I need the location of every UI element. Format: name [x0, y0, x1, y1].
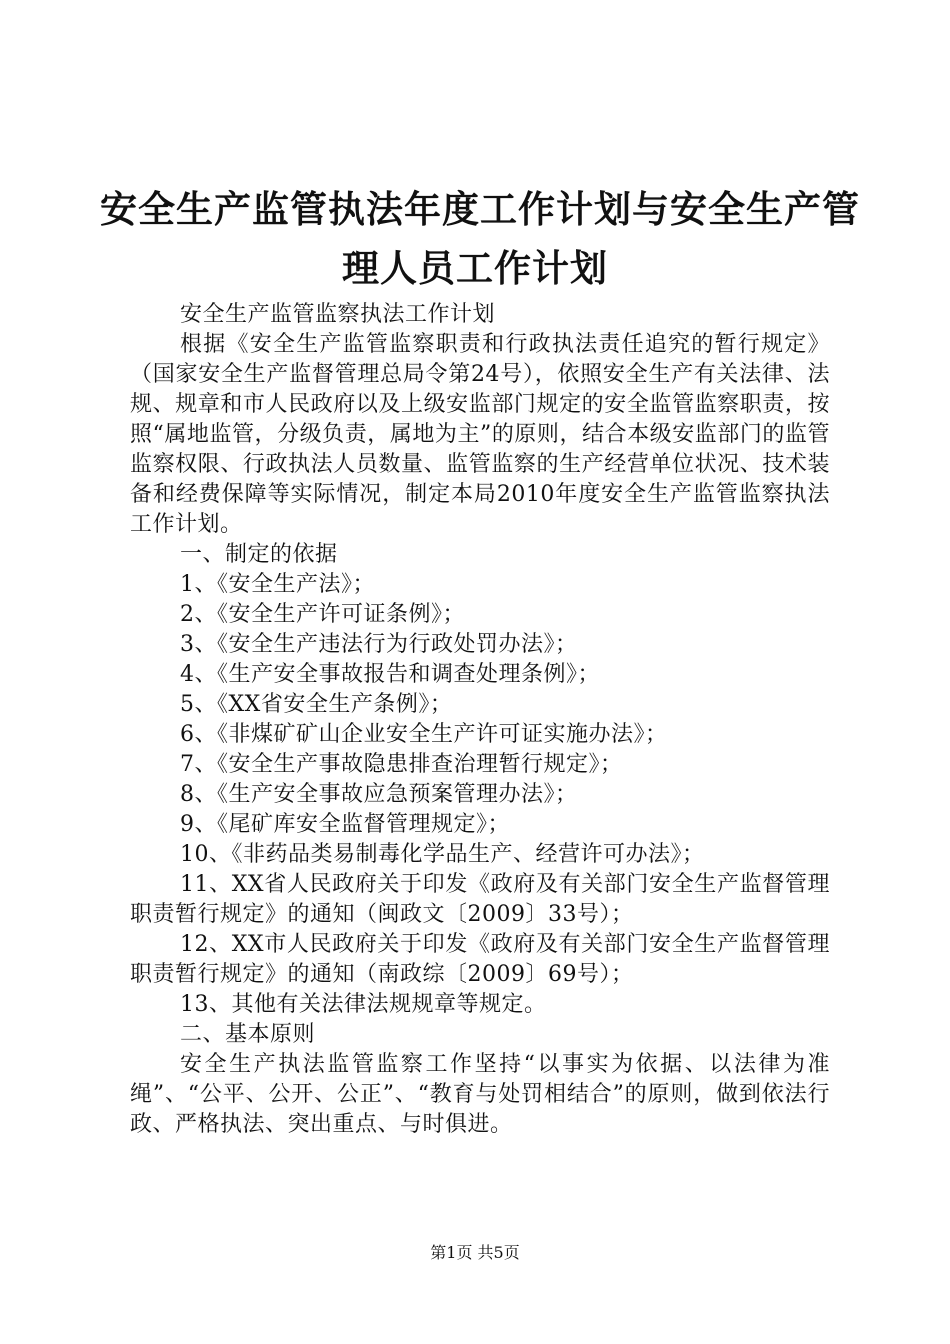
intro-paragraph: 根据《安全生产监管监察职责和行政执法责任追究的暂行规定》（国家安全生产监督管理总局令第24号），依照安全生产有关法律、法规、规章和市人民政府以及上级安监部门规定的安全监管监察职责，按照“属地监管，分级负责，属地为主”的原则，结合本级安监部门的监管监察权限、行政执法人员数量、监管监察的生产经营单位状况、技术装备和经费保障等实际情况，制定本局2010年度安全生产监管监察执法工作计划。: [130, 332, 830, 537]
section-heading-basis: 一、制定的依据: [180, 542, 338, 567]
basis-item: 5、《XX省安全生产条例》；: [180, 692, 453, 717]
basis-item: 6、《非煤矿矿山企业安全生产许可证实施办法》；: [180, 722, 668, 747]
basis-item: 7、《安全生产事故隐患排查治理暂行规定》；: [180, 752, 623, 777]
basis-item: 11、XX省人民政府关于印发《政府及有关部门安全生产监督管理职责暂行规定》的通知（闽政文〔2009〕33号）；: [130, 872, 830, 927]
principles-paragraph: 安全生产执法监管监察工作坚持“以事实为依据、以法律为准绳”、“公平、公开、公正”、“教育与处罚相结合”的原则，做到依法行政、严格执法、突出重点、与时俱进。: [130, 1052, 830, 1137]
basis-item: 4、《生产安全事故报告和调查处理条例》；: [180, 662, 600, 687]
basis-item: 1、《安全生产法》；: [180, 572, 375, 597]
basis-item: 13、其他有关法律法规规章等规定。: [180, 992, 547, 1017]
basis-item: 3、《安全生产违法行为行政处罚办法》；: [180, 632, 578, 657]
basis-item: 8、《生产安全事故应急预案管理办法》；: [180, 782, 578, 807]
basis-item: 9、《尾矿库安全监督管理规定》；: [180, 812, 510, 837]
section-heading-principles: 二、基本原则: [180, 1022, 316, 1047]
document-body: [130, 300, 830, 1140]
basis-item: 12、XX市人民政府关于印发《政府及有关部门安全生产监督管理职责暂行规定》的通知（南政综〔2009〕69号）；: [130, 932, 830, 987]
document-title-line-1: 安全生产监管执法年度工作计划与安全生产管: [100, 188, 860, 231]
basis-item: 2、《安全生产许可证条例》；: [180, 602, 465, 627]
document-title-line-2: 理人员工作计划: [342, 247, 608, 290]
section-heading-plan: 安全生产监管监察执法工作计划: [180, 302, 496, 327]
page-footer: 第1页 共5页: [430, 1243, 520, 1262]
basis-item: 10、《非药品类易制毒化学品生产、经营许可办法》；: [180, 842, 705, 867]
